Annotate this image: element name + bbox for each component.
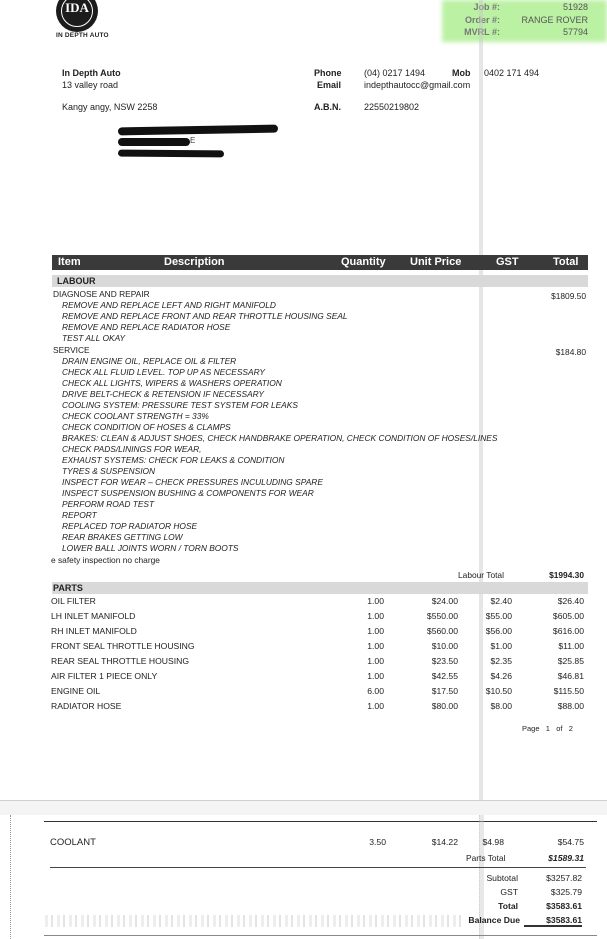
part-total: $605.00: [552, 611, 584, 621]
part-unit-price: $24.00: [431, 596, 458, 606]
table-row: [0, 701, 607, 716]
part-unit-price: $42.55: [431, 671, 458, 681]
service-line: INSPECT FOR WEAR – CHECK PRESSURES INCULUDING SPARE: [62, 477, 323, 487]
part-unit-price: $10.00: [431, 641, 458, 651]
service-line: INSPECT SUSPENSION BUSHING & COMPONENTS FOR WEAR: [62, 488, 314, 498]
parts-total-label: Parts Total: [466, 853, 506, 863]
part-unit-price: $550.00: [426, 611, 458, 621]
part-qty: 1.00: [367, 671, 384, 681]
part-qty: 1.00: [367, 626, 384, 636]
email-value: indepthautocc@gmail.com: [364, 80, 471, 90]
header-unit-price: Unit Price: [410, 256, 462, 268]
part-total: $54.75: [557, 837, 584, 847]
part-unit-price: $560.00: [426, 626, 458, 636]
company-logo: [56, 0, 98, 32]
header-gst: GST: [496, 256, 519, 268]
logo-letters: IDA: [65, 0, 89, 15]
diagnose-line: REMOVE AND REPLACE RADIATOR HOSE: [62, 322, 231, 332]
redacted-customer-address: [118, 138, 190, 146]
redacted-customer-address-2: [118, 150, 224, 158]
balance-due-value: $3583.61: [524, 915, 582, 927]
parts-heading: PARTS: [53, 583, 83, 593]
part-qty: 3.50: [369, 837, 386, 847]
part-gst: $55.00: [485, 611, 512, 621]
table-top-rule: [44, 821, 597, 822]
page-current: 1: [545, 724, 550, 733]
table-row: [0, 641, 607, 656]
part-gst: $2.35: [490, 656, 512, 666]
part-total: $25.85: [557, 656, 584, 666]
part-qty: 1.00: [367, 656, 384, 666]
table-row: [0, 671, 607, 686]
part-total: $616.00: [552, 626, 584, 636]
job-number-value: 51928: [562, 2, 588, 12]
part-total: $11.00: [558, 641, 584, 651]
abn-label: A.B.N.: [314, 102, 341, 112]
service-line: REAR BRAKES GETTING LOW: [62, 532, 183, 542]
part-name: LH INLET MANIFOLD: [51, 611, 136, 621]
scan-noise: [45, 915, 465, 927]
part-name: RADIATOR HOSE: [51, 701, 122, 711]
part-unit-price: $80.00: [431, 701, 458, 711]
parts-heading-band: [52, 582, 588, 594]
diagnose-line: TEST ALL OKAY: [62, 333, 126, 343]
gst-total-label: GST: [500, 887, 518, 897]
part-qty: 1.00: [367, 596, 384, 606]
table-row: [0, 626, 607, 641]
service-line: DRIVE BELT-CHECK & RETENSION IF NECESSARY: [62, 389, 264, 399]
mvrl-number-label: MVRL #:: [464, 27, 500, 37]
abn-value: 22550219802: [364, 102, 420, 112]
service-line: PERFORM ROAD TEST: [62, 499, 155, 509]
service-line: COOLING SYSTEM: PRESSURE TEST SYSTEM FOR LEAKS: [62, 400, 298, 410]
part-total: $26.40: [557, 596, 584, 606]
redacted-customer-name: [118, 125, 278, 136]
part-unit-price: $23.50: [431, 656, 458, 666]
business-name: In Depth Auto: [62, 68, 121, 78]
job-number-label: Job #:: [473, 2, 500, 12]
service-line: CHECK ALL LIGHTS, WIPERS & WASHERS OPERATION: [62, 378, 282, 388]
part-gst: $8.00: [490, 701, 512, 711]
service-line: BRAKES: CLEAN & ADJUST SHOES, CHECK HANDBRAKE OPERATION, CHECK CONDITION OF HOSES/LINES: [62, 433, 498, 443]
part-qty: 1.00: [367, 641, 384, 651]
table-row: [0, 611, 607, 626]
redacted-trailing-letter: E: [190, 136, 196, 145]
order-number-label: Order #:: [464, 15, 500, 25]
items-table-header: [52, 255, 588, 270]
header-item: Item: [58, 256, 81, 268]
gst-total-value: $325.79: [550, 887, 582, 897]
header-total: Total: [553, 256, 579, 268]
email-label: Email: [317, 80, 342, 90]
invoice-page-2: [0, 815, 607, 939]
part-qty: 1.00: [367, 611, 384, 621]
part-name: OIL FILTER: [51, 596, 96, 606]
service-line: TYRES & SUSPENSION: [62, 466, 156, 476]
service-line: EXHAUST SYSTEMS: CHECK FOR LEAKS & CONDITION: [62, 455, 285, 465]
table-row: [0, 837, 607, 851]
page-break: [0, 800, 607, 816]
service-line: REPLACED TOP RADIATOR HOSE: [62, 521, 198, 531]
page-prefix: Page: [522, 724, 540, 733]
subtotal-value: $3257.82: [546, 873, 582, 883]
diagnose-line: REMOVE AND REPLACE LEFT AND RIGHT MANIFOLD: [62, 300, 276, 310]
part-unit-price: $14.22: [431, 837, 458, 847]
part-gst: $10.50: [485, 686, 512, 696]
part-name: AIR FILTER 1 PIECE ONLY: [51, 671, 158, 681]
labour-total-value: $1994.30: [549, 570, 584, 580]
table-row: [0, 686, 607, 701]
diagnose-amount: $1809.50: [551, 291, 586, 301]
part-gst: $56.00: [485, 626, 512, 636]
business-address-line1: 13 valley road: [62, 80, 119, 90]
safety-note: e safety inspection no charge: [51, 555, 160, 565]
part-qty: 6.00: [367, 686, 384, 696]
totals-rule: [50, 867, 586, 868]
part-qty: 1.00: [367, 701, 384, 711]
part-name: COOLANT: [50, 837, 96, 848]
part-name: REAR SEAL THROTTLE HOUSING: [51, 656, 190, 666]
service-line: CHECK PADS/LININGS FOR WEAR,: [62, 444, 202, 454]
page-indicator: [522, 724, 573, 733]
grand-total-label: Total: [498, 901, 518, 911]
header-quantity: Quantity: [341, 256, 386, 268]
labour-total-label: Labour Total: [458, 570, 504, 580]
part-total: $88.00: [557, 701, 584, 711]
service-line: CHECK COOLANT STRENGTH = 33%: [62, 411, 209, 421]
grand-total-value: $3583.61: [546, 901, 582, 911]
order-number-value: RANGE ROVER: [521, 15, 588, 25]
mvrl-number-value: 57794: [562, 27, 588, 37]
parts-total-value: $1589.31: [548, 853, 584, 863]
left-margin-line: [10, 815, 11, 939]
service-line: DRAIN ENGINE OIL, REPLACE OIL & FILTER: [62, 356, 237, 366]
mobile-value: 0402 171 494: [484, 68, 540, 78]
service-line: REPORT: [62, 510, 97, 520]
part-total: $46.81: [557, 671, 584, 681]
labour-heading: LABOUR: [57, 276, 96, 286]
diagnose-line: REMOVE AND REPLACE FRONT AND REAR THROTTLE HOUSING SEAL: [62, 311, 348, 321]
balance-due-label: Balance Due: [468, 915, 520, 925]
service-title: SERVICE: [53, 345, 90, 355]
header-description: Description: [164, 256, 225, 268]
service-line: CHECK ALL FLUID LEVEL. TOP UP AS NECESSARY: [62, 367, 265, 377]
part-unit-price: $17.50: [431, 686, 458, 696]
service-line: CHECK CONDITION OF HOSES & CLAMPS: [62, 422, 231, 432]
part-gst: $1.00: [490, 641, 512, 651]
table-row: [0, 596, 607, 611]
part-gst: $4.26: [490, 671, 512, 681]
service-amount: $184.80: [555, 347, 586, 357]
mobile-label: Mob: [452, 68, 471, 78]
part-gst: $4.98: [482, 837, 504, 847]
logo-caption: IN DEPTH AUTO: [56, 32, 109, 39]
labour-heading-band: [52, 275, 588, 287]
page-of: of: [556, 724, 563, 733]
part-total: $115.50: [553, 686, 584, 696]
phone-value: (04) 0217 1494: [364, 68, 426, 78]
diagnose-title: DIAGNOSE AND REPAIR: [53, 289, 150, 299]
page-total: 2: [568, 724, 573, 733]
part-gst: $2.40: [490, 596, 512, 606]
part-name: RH INLET MANIFOLD: [51, 626, 137, 636]
part-name: ENGINE OIL: [51, 686, 101, 696]
subtotal-label: Subtotal: [486, 873, 518, 883]
part-name: FRONT SEAL THROTTLE HOUSING: [51, 641, 195, 651]
phone-label: Phone: [314, 68, 342, 78]
service-line: LOWER BALL JOINTS WORN / TORN BOOTS: [62, 543, 239, 553]
page-bottom-rule: [44, 935, 597, 936]
table-row: [0, 656, 607, 671]
business-address-line2: Kangy angy, NSW 2258: [62, 102, 158, 112]
